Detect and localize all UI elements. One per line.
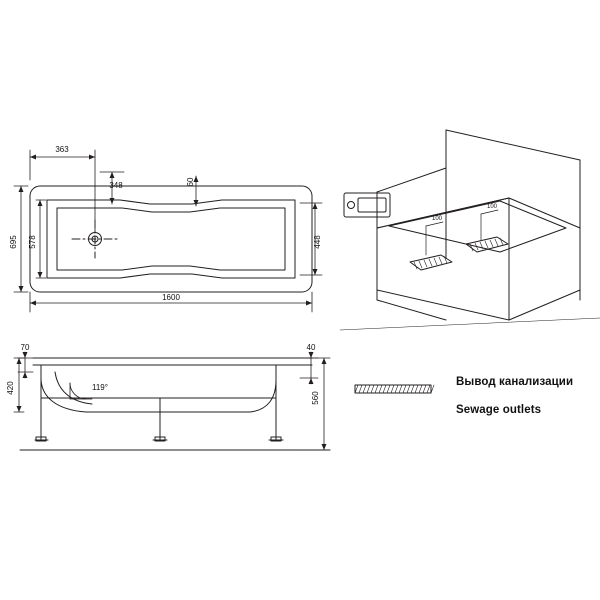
iso-ground-line [340, 318, 600, 330]
legend-sewage-outlets-ru: Вывод канализации [456, 376, 574, 388]
dim-text-348: 348 [109, 181, 123, 190]
iso-bath-rim-back [377, 198, 509, 228]
detail-view-group [344, 193, 390, 217]
top-view-dimensions [14, 150, 322, 312]
dim-text-70: 70 [20, 343, 30, 352]
legend-hatch-lines [355, 385, 434, 393]
front-angle-arc [70, 383, 86, 399]
dim-text-363: 363 [55, 145, 69, 154]
dim-text-578: 578 [28, 235, 37, 249]
dim-text-448: 448 [313, 235, 322, 249]
dim-text-695: 695 [9, 235, 18, 249]
dim-text-angle: 119° [92, 383, 108, 392]
dim-text-60: 60 [186, 177, 195, 187]
iso-leader-left-top [426, 222, 443, 226]
legend-sewage-outlets-en: Sewage outlets [456, 404, 542, 416]
legend-swatch-group [355, 385, 434, 393]
detail-inner-plate [358, 198, 386, 212]
front-view-dimensions [14, 352, 330, 450]
iso-text-left-outlet: 100 [431, 216, 443, 222]
dim-text-420: 420 [6, 381, 15, 395]
front-view-group [20, 358, 330, 450]
front-body-outline [41, 365, 276, 412]
detail-knob [348, 202, 355, 209]
iso-bath-inner-rim [389, 201, 566, 252]
iso-wall-top-right [446, 130, 580, 160]
iso-view-group [340, 130, 600, 330]
iso-bath-body [377, 198, 580, 320]
dim-text-40: 40 [306, 343, 316, 352]
dimension-text-group [6, 145, 498, 405]
dim-text-1600: 1600 [162, 293, 180, 302]
dim-text-560: 560 [311, 391, 320, 405]
iso-text-right-outlet: 100 [486, 204, 498, 210]
iso-leader-right-top [481, 210, 498, 214]
iso-wall-top-left [377, 168, 446, 192]
detail-outer-plate [344, 193, 390, 217]
top-view-group [30, 186, 312, 292]
